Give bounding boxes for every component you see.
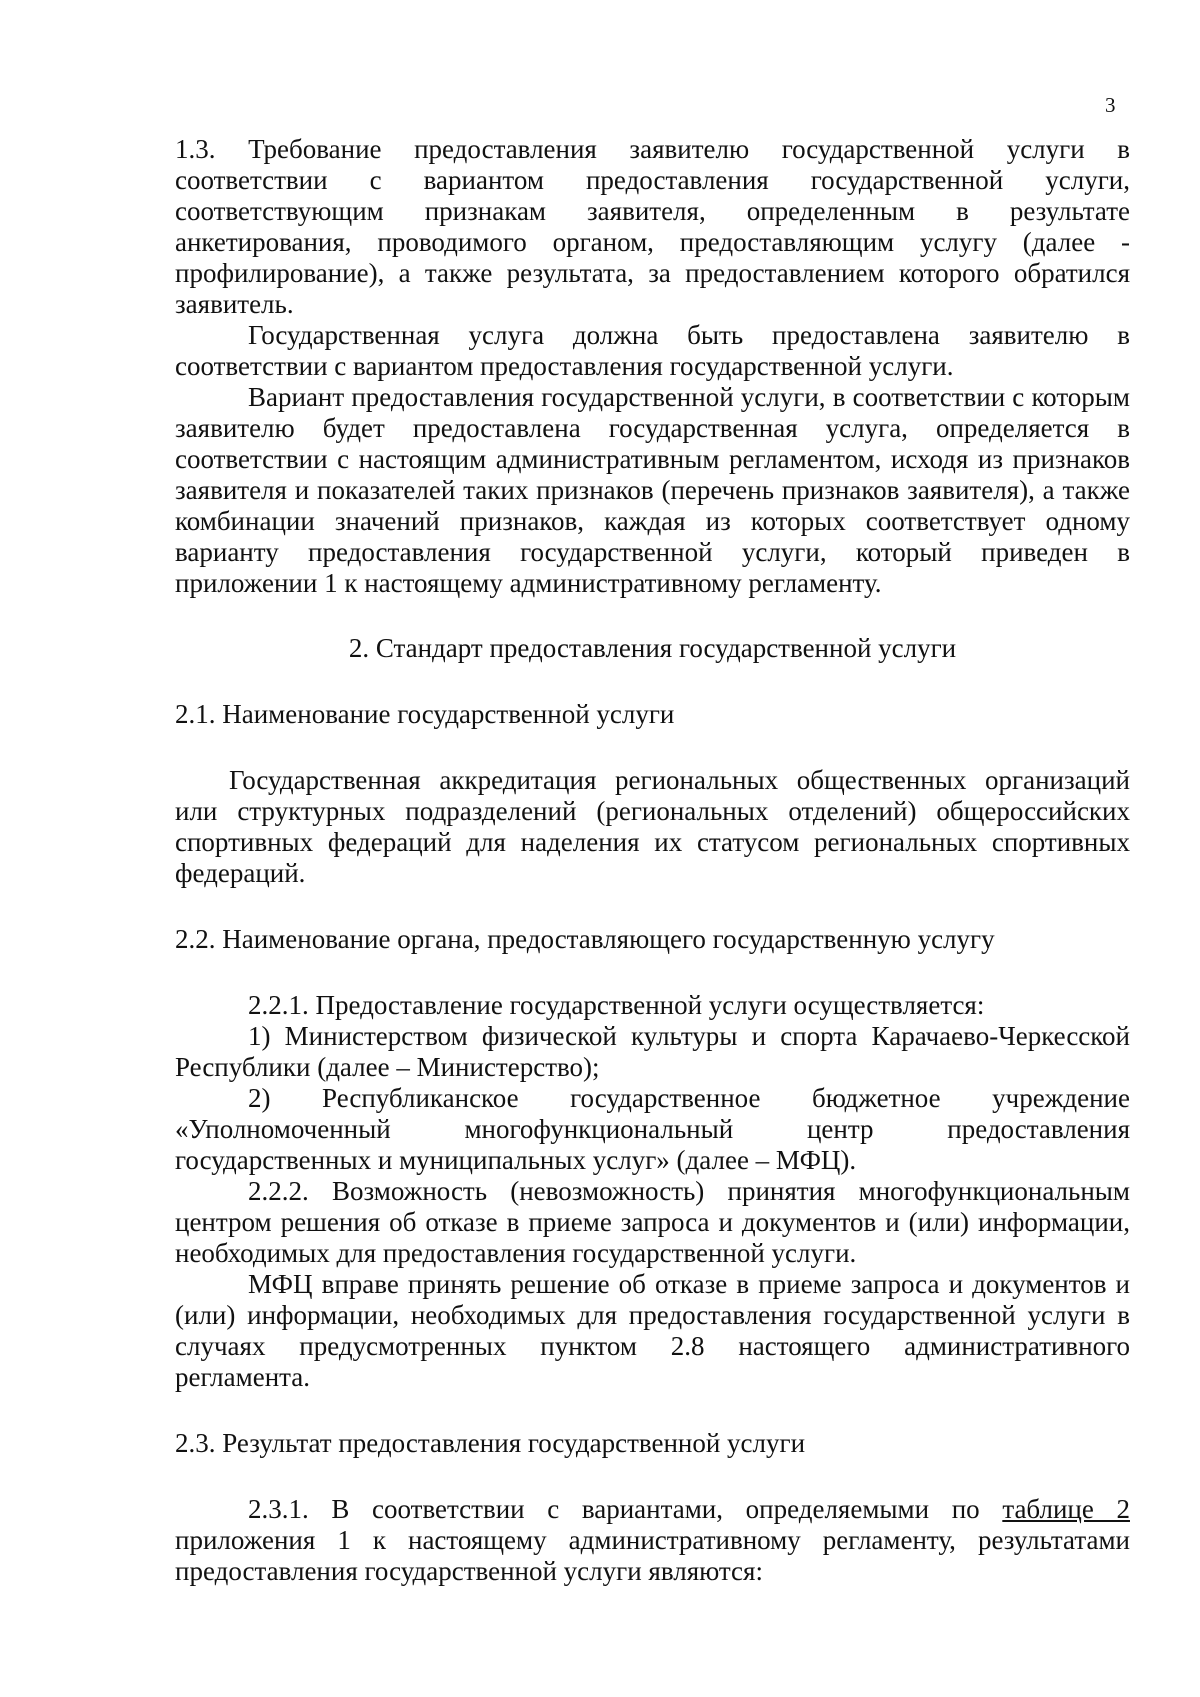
list-item-mfc: 2) Республиканское государственное бюджетное учреждение «Уполномоченный многофункциональный центр предоставления государственных и муниципальных услуг» (далее – МФЦ). <box>175 1083 1130 1175</box>
paragraph-2-3-1-start: 2.3.1. В соответствии с вариантами, определяемыми по <box>248 1494 1003 1524</box>
list-item-ministry: 1) Министерством физической культуры и спорта Карачаево-Черкесской Республики (далее – Министерство); <box>175 1021 1130 1082</box>
paragraph-2-2-2: 2.2.2. Возможность (невозможность) принятия многофункциональным центром решения об отказе в приеме запроса и документов и (или) информации, необходимых для предоставления государственной услуги. <box>175 1176 1130 1268</box>
paragraph-2-3-1-end: приложения 1 к настоящему административному регламенту, результатами предоставления государственной услуги являются: <box>175 1525 1130 1586</box>
heading-2-2: 2.2. Наименование органа, предоставляющего государственную услугу <box>175 924 995 954</box>
heading-2-3: 2.3. Результат предоставления государственной услуги <box>175 1428 806 1458</box>
paragraph-1-3: 1.3. Требование предоставления заявителю государственной услуги в соответствии с вариантом предоставления государственной услуги, соответствующим признакам заявителя, определенным в результате анкетирования, проводимого органом, предоставляющим услугу (далее - профилирование), а также результата, за предоставлением которого обратился заявитель. <box>175 134 1130 319</box>
paragraph-2-3-1 <box>175 1494 1130 1587</box>
paragraph-service-variant: Государственная услуга должна быть предоставлена заявителю в соответствии с вариантом предоставления государственной услуги. <box>175 320 1130 381</box>
paragraph-variant-determination: Вариант предоставления государственной услуги, в соответствии с которым заявителю будет предоставлена государственная услуга, определяется в соответствии с настоящим административным регламентом, исходя из признаков заявителя и показателей таких признаков (перечень признаков заявителя), а также комбинации значений признаков, каждая из которых соответствует одному варианту предоставления государственной услуги, который приведен в приложении 1 к настоящему административному регламенту. <box>175 382 1130 598</box>
heading-2-1: 2.1. Наименование государственной услуги <box>175 699 675 729</box>
section-2-title: 2. Стандарт предоставления государственной услуги <box>348 633 957 663</box>
paragraph-2-2-1: 2.2.1. Предоставление государственной услуги осуществляется: <box>248 990 985 1020</box>
paragraph-mfc-refusal: МФЦ вправе принять решение об отказе в приеме запроса и документов и (или) информации, необходимых для предоставления государственной услуги в случаях предусмотренных пунктом 2.8 настоящего административного регламента. <box>175 1269 1130 1392</box>
table-2-link[interactable]: таблице 2 <box>1002 1494 1130 1524</box>
paragraph-service-name: Государственная аккредитация региональных общественных организаций или структурных подразделений (региональных отделений) общероссийских спортивных федераций для наделения их статусом региональных спортивных федераций. <box>175 765 1130 888</box>
page-number: 3 <box>1105 93 1116 117</box>
document-body <box>175 134 1130 1587</box>
